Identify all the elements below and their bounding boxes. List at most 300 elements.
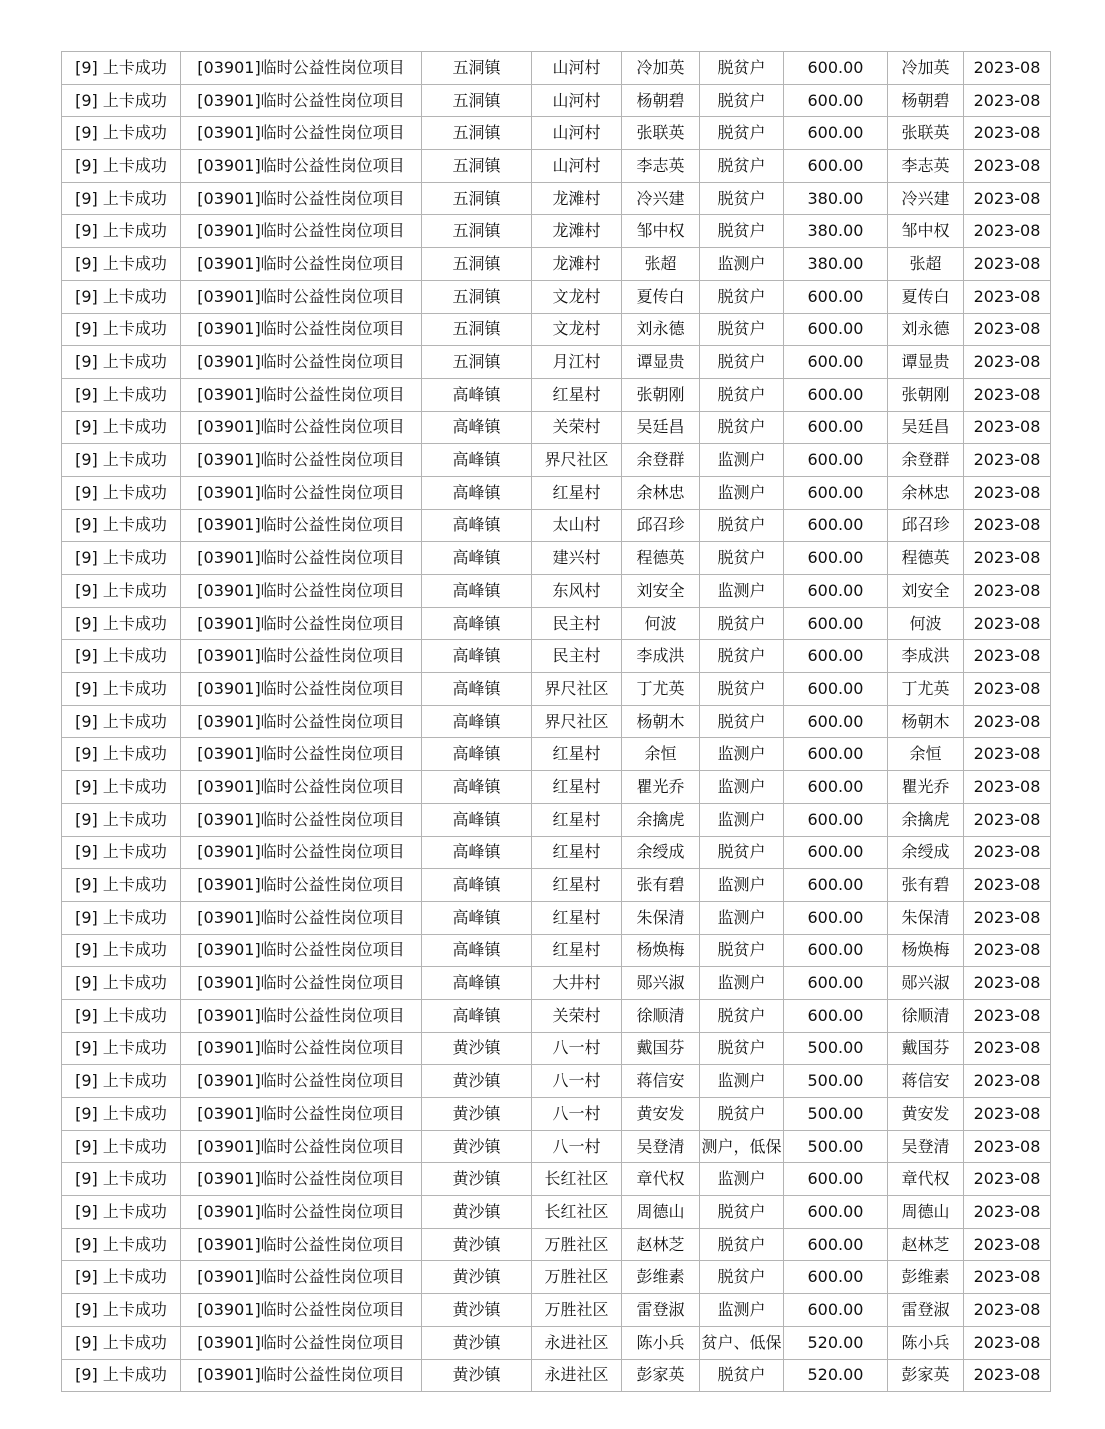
household-type-cell: 监测户 — [700, 575, 784, 608]
table-row — [62, 1294, 1051, 1327]
amount-cell: 600.00 — [784, 1228, 888, 1261]
project-cell: [03901]临时公益性岗位项目 — [181, 378, 422, 411]
project-cell: [03901]临时公益性岗位项目 — [181, 84, 422, 117]
table-row — [62, 1359, 1051, 1392]
name-cell: 李成洪 — [622, 640, 700, 673]
status-cell: [9] 上卡成功 — [62, 673, 181, 706]
amount-cell: 600.00 — [784, 869, 888, 902]
status-cell: [9] 上卡成功 — [62, 248, 181, 281]
name-cell: 章代权 — [622, 1163, 700, 1196]
village-cell: 文龙村 — [532, 313, 622, 346]
project-cell: [03901]临时公益性岗位项目 — [181, 280, 422, 313]
status-cell: [9] 上卡成功 — [62, 705, 181, 738]
table-row — [62, 999, 1051, 1032]
village-cell: 建兴村 — [532, 542, 622, 575]
status-cell: [9] 上卡成功 — [62, 542, 181, 575]
payee-cell: 何波 — [888, 607, 964, 640]
month-cell: 2023-08 — [964, 84, 1051, 117]
name-cell: 李志英 — [622, 150, 700, 183]
status-cell: [9] 上卡成功 — [62, 84, 181, 117]
table-row — [62, 934, 1051, 967]
payee-cell: 章代权 — [888, 1163, 964, 1196]
payee-cell: 李志英 — [888, 150, 964, 183]
status-cell: [9] 上卡成功 — [62, 1032, 181, 1065]
table-row — [62, 1065, 1051, 1098]
name-cell: 刘永德 — [622, 313, 700, 346]
project-cell: [03901]临时公益性岗位项目 — [181, 509, 422, 542]
table-row — [62, 803, 1051, 836]
household-type-cell: 监测户 — [700, 1163, 784, 1196]
payee-cell: 余绶成 — [888, 836, 964, 869]
month-cell: 2023-08 — [964, 215, 1051, 248]
month-cell: 2023-08 — [964, 673, 1051, 706]
amount-cell: 600.00 — [784, 803, 888, 836]
town-cell: 黄沙镇 — [422, 1326, 532, 1359]
amount-cell: 600.00 — [784, 542, 888, 575]
payee-cell: 夏传白 — [888, 280, 964, 313]
household-type-cell: 监测户 — [700, 444, 784, 477]
status-cell: [9] 上卡成功 — [62, 640, 181, 673]
month-cell: 2023-08 — [964, 1196, 1051, 1229]
household-type-cell: 脱贫户 — [700, 542, 784, 575]
table-row — [62, 509, 1051, 542]
name-cell: 瞿光乔 — [622, 771, 700, 804]
month-cell: 2023-08 — [964, 1098, 1051, 1131]
name-cell: 吴登清 — [622, 1130, 700, 1163]
project-cell: [03901]临时公益性岗位项目 — [181, 150, 422, 183]
payee-cell: 冷加英 — [888, 52, 964, 85]
town-cell: 高峰镇 — [422, 542, 532, 575]
amount-cell: 600.00 — [784, 1261, 888, 1294]
project-cell: [03901]临时公益性岗位项目 — [181, 999, 422, 1032]
table-row — [62, 771, 1051, 804]
table-row — [62, 215, 1051, 248]
village-cell: 红星村 — [532, 836, 622, 869]
project-cell: [03901]临时公益性岗位项目 — [181, 248, 422, 281]
table-row — [62, 248, 1051, 281]
village-cell: 山河村 — [532, 150, 622, 183]
payee-cell: 郧兴淑 — [888, 967, 964, 1000]
village-cell: 八一村 — [532, 1098, 622, 1131]
name-cell: 张超 — [622, 248, 700, 281]
town-cell: 五洞镇 — [422, 150, 532, 183]
name-cell: 郧兴淑 — [622, 967, 700, 1000]
table-row — [62, 1326, 1051, 1359]
project-cell: [03901]临时公益性岗位项目 — [181, 346, 422, 379]
amount-cell: 600.00 — [784, 117, 888, 150]
amount-cell: 500.00 — [784, 1098, 888, 1131]
table-row — [62, 640, 1051, 673]
town-cell: 高峰镇 — [422, 378, 532, 411]
town-cell: 黄沙镇 — [422, 1196, 532, 1229]
project-cell: [03901]临时公益性岗位项目 — [181, 444, 422, 477]
month-cell: 2023-08 — [964, 280, 1051, 313]
payee-cell: 彭家英 — [888, 1359, 964, 1392]
household-type-cell: 脱贫户 — [700, 509, 784, 542]
amount-cell: 600.00 — [784, 575, 888, 608]
household-type-cell: 监测户 — [700, 869, 784, 902]
table-row — [62, 836, 1051, 869]
village-cell: 关荣村 — [532, 411, 622, 444]
table-row — [62, 313, 1051, 346]
village-cell: 红星村 — [532, 934, 622, 967]
household-type-cell: 监测户 — [700, 901, 784, 934]
amount-cell: 600.00 — [784, 1294, 888, 1327]
status-cell: [9] 上卡成功 — [62, 738, 181, 771]
amount-cell: 600.00 — [784, 52, 888, 85]
town-cell: 黄沙镇 — [422, 1032, 532, 1065]
village-cell: 界尺社区 — [532, 705, 622, 738]
month-cell: 2023-08 — [964, 542, 1051, 575]
month-cell: 2023-08 — [964, 117, 1051, 150]
status-cell: [9] 上卡成功 — [62, 575, 181, 608]
project-cell: [03901]临时公益性岗位项目 — [181, 869, 422, 902]
amount-cell: 600.00 — [784, 607, 888, 640]
payee-cell: 蒋信安 — [888, 1065, 964, 1098]
amount-cell: 600.00 — [784, 280, 888, 313]
village-cell: 东风村 — [532, 575, 622, 608]
table-row — [62, 444, 1051, 477]
project-cell: [03901]临时公益性岗位项目 — [181, 1294, 422, 1327]
status-cell: [9] 上卡成功 — [62, 476, 181, 509]
village-cell: 界尺社区 — [532, 444, 622, 477]
household-type-cell: 脱贫户 — [700, 640, 784, 673]
project-cell: [03901]临时公益性岗位项目 — [181, 1130, 422, 1163]
amount-cell: 520.00 — [784, 1326, 888, 1359]
household-type-cell: 脱贫户 — [700, 836, 784, 869]
project-cell: [03901]临时公益性岗位项目 — [181, 1065, 422, 1098]
name-cell: 杨朝木 — [622, 705, 700, 738]
table-row — [62, 1261, 1051, 1294]
status-cell: [9] 上卡成功 — [62, 869, 181, 902]
household-type-cell: 贫户、低保 — [700, 1326, 784, 1359]
town-cell: 五洞镇 — [422, 182, 532, 215]
household-type-cell: 脱贫户 — [700, 117, 784, 150]
payee-cell: 张超 — [888, 248, 964, 281]
status-cell: [9] 上卡成功 — [62, 1098, 181, 1131]
town-cell: 黄沙镇 — [422, 1163, 532, 1196]
name-cell: 陈小兵 — [622, 1326, 700, 1359]
project-cell: [03901]临时公益性岗位项目 — [181, 967, 422, 1000]
name-cell: 何波 — [622, 607, 700, 640]
project-cell: [03901]临时公益性岗位项目 — [181, 1261, 422, 1294]
town-cell: 高峰镇 — [422, 771, 532, 804]
project-cell: [03901]临时公益性岗位项目 — [181, 575, 422, 608]
table-row — [62, 1098, 1051, 1131]
name-cell: 余绶成 — [622, 836, 700, 869]
month-cell: 2023-08 — [964, 1326, 1051, 1359]
name-cell: 余林忠 — [622, 476, 700, 509]
village-cell: 民主村 — [532, 640, 622, 673]
household-type-cell: 脱贫户 — [700, 378, 784, 411]
village-cell: 民主村 — [532, 607, 622, 640]
name-cell: 张有碧 — [622, 869, 700, 902]
name-cell: 雷登淑 — [622, 1294, 700, 1327]
status-cell: [9] 上卡成功 — [62, 444, 181, 477]
amount-cell: 600.00 — [784, 346, 888, 379]
name-cell: 谭显贵 — [622, 346, 700, 379]
project-cell: [03901]临时公益性岗位项目 — [181, 901, 422, 934]
village-cell: 红星村 — [532, 901, 622, 934]
village-cell: 万胜社区 — [532, 1261, 622, 1294]
project-cell: [03901]临时公益性岗位项目 — [181, 117, 422, 150]
status-cell: [9] 上卡成功 — [62, 1228, 181, 1261]
amount-cell: 600.00 — [784, 509, 888, 542]
village-cell: 八一村 — [532, 1032, 622, 1065]
name-cell: 冷兴建 — [622, 182, 700, 215]
household-type-cell: 脱贫户 — [700, 215, 784, 248]
household-type-cell: 监测户 — [700, 1065, 784, 1098]
month-cell: 2023-08 — [964, 346, 1051, 379]
table-row — [62, 150, 1051, 183]
month-cell: 2023-08 — [964, 1065, 1051, 1098]
project-cell: [03901]临时公益性岗位项目 — [181, 182, 422, 215]
month-cell: 2023-08 — [964, 1130, 1051, 1163]
status-cell: [9] 上卡成功 — [62, 182, 181, 215]
data-table — [61, 51, 1051, 1392]
status-cell: [9] 上卡成功 — [62, 607, 181, 640]
village-cell: 永进社区 — [532, 1326, 622, 1359]
table-row — [62, 705, 1051, 738]
payee-cell: 朱保清 — [888, 901, 964, 934]
payee-cell: 邹中权 — [888, 215, 964, 248]
status-cell: [9] 上卡成功 — [62, 999, 181, 1032]
payee-cell: 吴廷昌 — [888, 411, 964, 444]
name-cell: 戴国芬 — [622, 1032, 700, 1065]
table-row — [62, 869, 1051, 902]
table-row — [62, 542, 1051, 575]
status-cell: [9] 上卡成功 — [62, 313, 181, 346]
status-cell: [9] 上卡成功 — [62, 934, 181, 967]
household-type-cell: 监测户 — [700, 1294, 784, 1327]
town-cell: 五洞镇 — [422, 248, 532, 281]
amount-cell: 600.00 — [784, 967, 888, 1000]
month-cell: 2023-08 — [964, 1359, 1051, 1392]
village-cell: 红星村 — [532, 771, 622, 804]
month-cell: 2023-08 — [964, 509, 1051, 542]
status-cell: [9] 上卡成功 — [62, 378, 181, 411]
month-cell: 2023-08 — [964, 1228, 1051, 1261]
amount-cell: 600.00 — [784, 150, 888, 183]
payee-cell: 丁尤英 — [888, 673, 964, 706]
project-cell: [03901]临时公益性岗位项目 — [181, 771, 422, 804]
amount-cell: 500.00 — [784, 1065, 888, 1098]
project-cell: [03901]临时公益性岗位项目 — [181, 215, 422, 248]
month-cell: 2023-08 — [964, 901, 1051, 934]
project-cell: [03901]临时公益性岗位项目 — [181, 1196, 422, 1229]
town-cell: 五洞镇 — [422, 215, 532, 248]
household-type-cell: 监测户 — [700, 967, 784, 1000]
month-cell: 2023-08 — [964, 771, 1051, 804]
amount-cell: 600.00 — [784, 771, 888, 804]
month-cell: 2023-08 — [964, 607, 1051, 640]
status-cell: [9] 上卡成功 — [62, 346, 181, 379]
household-type-cell: 脱贫户 — [700, 1261, 784, 1294]
payee-cell: 戴国芬 — [888, 1032, 964, 1065]
town-cell: 高峰镇 — [422, 967, 532, 1000]
town-cell: 高峰镇 — [422, 640, 532, 673]
village-cell: 长红社区 — [532, 1196, 622, 1229]
table-row — [62, 52, 1051, 85]
name-cell: 夏传白 — [622, 280, 700, 313]
payee-cell: 吴登清 — [888, 1130, 964, 1163]
month-cell: 2023-08 — [964, 150, 1051, 183]
month-cell: 2023-08 — [964, 444, 1051, 477]
month-cell: 2023-08 — [964, 476, 1051, 509]
month-cell: 2023-08 — [964, 52, 1051, 85]
payee-cell: 赵林芝 — [888, 1228, 964, 1261]
project-cell: [03901]临时公益性岗位项目 — [181, 1326, 422, 1359]
status-cell: [9] 上卡成功 — [62, 280, 181, 313]
household-type-cell: 脱贫户 — [700, 1228, 784, 1261]
amount-cell: 380.00 — [784, 248, 888, 281]
village-cell: 关荣村 — [532, 999, 622, 1032]
household-type-cell: 监测户 — [700, 248, 784, 281]
amount-cell: 380.00 — [784, 215, 888, 248]
status-cell: [9] 上卡成功 — [62, 150, 181, 183]
village-cell: 山河村 — [532, 52, 622, 85]
name-cell: 赵林芝 — [622, 1228, 700, 1261]
month-cell: 2023-08 — [964, 182, 1051, 215]
household-type-cell: 脱贫户 — [700, 1196, 784, 1229]
household-type-cell: 脱贫户 — [700, 84, 784, 117]
town-cell: 高峰镇 — [422, 607, 532, 640]
project-cell: [03901]临时公益性岗位项目 — [181, 313, 422, 346]
payee-cell: 冷兴建 — [888, 182, 964, 215]
project-cell: [03901]临时公益性岗位项目 — [181, 738, 422, 771]
name-cell: 张联英 — [622, 117, 700, 150]
amount-cell: 520.00 — [784, 1359, 888, 1392]
town-cell: 五洞镇 — [422, 313, 532, 346]
name-cell: 程德英 — [622, 542, 700, 575]
town-cell: 黄沙镇 — [422, 1294, 532, 1327]
town-cell: 黄沙镇 — [422, 1065, 532, 1098]
amount-cell: 600.00 — [784, 411, 888, 444]
village-cell: 山河村 — [532, 84, 622, 117]
amount-cell: 600.00 — [784, 901, 888, 934]
payee-cell: 余林忠 — [888, 476, 964, 509]
town-cell: 高峰镇 — [422, 738, 532, 771]
village-cell: 龙滩村 — [532, 215, 622, 248]
amount-cell: 600.00 — [784, 640, 888, 673]
payee-cell: 张朝刚 — [888, 378, 964, 411]
household-type-cell: 脱贫户 — [700, 999, 784, 1032]
amount-cell: 600.00 — [784, 705, 888, 738]
amount-cell: 600.00 — [784, 313, 888, 346]
payee-cell: 李成洪 — [888, 640, 964, 673]
town-cell: 黄沙镇 — [422, 1098, 532, 1131]
status-cell: [9] 上卡成功 — [62, 1261, 181, 1294]
name-cell: 杨朝碧 — [622, 84, 700, 117]
household-type-cell: 脱贫户 — [700, 607, 784, 640]
name-cell: 冷加英 — [622, 52, 700, 85]
month-cell: 2023-08 — [964, 705, 1051, 738]
month-cell: 2023-08 — [964, 575, 1051, 608]
project-cell: [03901]临时公益性岗位项目 — [181, 1032, 422, 1065]
village-cell: 山河村 — [532, 117, 622, 150]
amount-cell: 600.00 — [784, 476, 888, 509]
amount-cell: 600.00 — [784, 1163, 888, 1196]
payee-cell: 徐顺清 — [888, 999, 964, 1032]
month-cell: 2023-08 — [964, 1163, 1051, 1196]
project-cell: [03901]临时公益性岗位项目 — [181, 411, 422, 444]
status-cell: [9] 上卡成功 — [62, 771, 181, 804]
name-cell: 朱保清 — [622, 901, 700, 934]
amount-cell: 600.00 — [784, 1196, 888, 1229]
village-cell: 月江村 — [532, 346, 622, 379]
month-cell: 2023-08 — [964, 869, 1051, 902]
village-cell: 红星村 — [532, 378, 622, 411]
project-cell: [03901]临时公益性岗位项目 — [181, 803, 422, 836]
status-cell: [9] 上卡成功 — [62, 1130, 181, 1163]
household-type-cell: 监测户 — [700, 771, 784, 804]
table-row — [62, 1032, 1051, 1065]
payee-cell: 黄安发 — [888, 1098, 964, 1131]
village-cell: 红星村 — [532, 738, 622, 771]
village-cell: 龙滩村 — [532, 182, 622, 215]
payee-cell: 刘永德 — [888, 313, 964, 346]
amount-cell: 600.00 — [784, 673, 888, 706]
village-cell: 八一村 — [532, 1065, 622, 1098]
month-cell: 2023-08 — [964, 313, 1051, 346]
amount-cell: 600.00 — [784, 738, 888, 771]
month-cell: 2023-08 — [964, 967, 1051, 1000]
village-cell: 龙滩村 — [532, 248, 622, 281]
month-cell: 2023-08 — [964, 411, 1051, 444]
village-cell: 文龙村 — [532, 280, 622, 313]
name-cell: 杨焕梅 — [622, 934, 700, 967]
project-cell: [03901]临时公益性岗位项目 — [181, 836, 422, 869]
status-cell: [9] 上卡成功 — [62, 52, 181, 85]
household-type-cell: 脱贫户 — [700, 705, 784, 738]
status-cell: [9] 上卡成功 — [62, 1065, 181, 1098]
payee-cell: 彭维素 — [888, 1261, 964, 1294]
table-row — [62, 84, 1051, 117]
household-type-cell: 脱贫户 — [700, 182, 784, 215]
table-row — [62, 1196, 1051, 1229]
status-cell: [9] 上卡成功 — [62, 411, 181, 444]
table-row — [62, 1228, 1051, 1261]
town-cell: 五洞镇 — [422, 346, 532, 379]
project-cell: [03901]临时公益性岗位项目 — [181, 705, 422, 738]
status-cell: [9] 上卡成功 — [62, 1294, 181, 1327]
town-cell: 高峰镇 — [422, 869, 532, 902]
payee-cell: 陈小兵 — [888, 1326, 964, 1359]
project-cell: [03901]临时公益性岗位项目 — [181, 1163, 422, 1196]
status-cell: [9] 上卡成功 — [62, 901, 181, 934]
town-cell: 高峰镇 — [422, 575, 532, 608]
village-cell: 红星村 — [532, 803, 622, 836]
amount-cell: 500.00 — [784, 1032, 888, 1065]
household-type-cell: 脱贫户 — [700, 150, 784, 183]
household-type-cell: 测户，低保 — [700, 1130, 784, 1163]
village-cell: 界尺社区 — [532, 673, 622, 706]
town-cell: 高峰镇 — [422, 803, 532, 836]
table-row — [62, 346, 1051, 379]
town-cell: 黄沙镇 — [422, 1261, 532, 1294]
town-cell: 高峰镇 — [422, 901, 532, 934]
village-cell: 永进社区 — [532, 1359, 622, 1392]
town-cell: 黄沙镇 — [422, 1228, 532, 1261]
table-row — [62, 1130, 1051, 1163]
town-cell: 黄沙镇 — [422, 1359, 532, 1392]
payee-cell: 程德英 — [888, 542, 964, 575]
household-type-cell: 脱贫户 — [700, 313, 784, 346]
table-row — [62, 607, 1051, 640]
table-row — [62, 673, 1051, 706]
name-cell: 余登群 — [622, 444, 700, 477]
name-cell: 周德山 — [622, 1196, 700, 1229]
